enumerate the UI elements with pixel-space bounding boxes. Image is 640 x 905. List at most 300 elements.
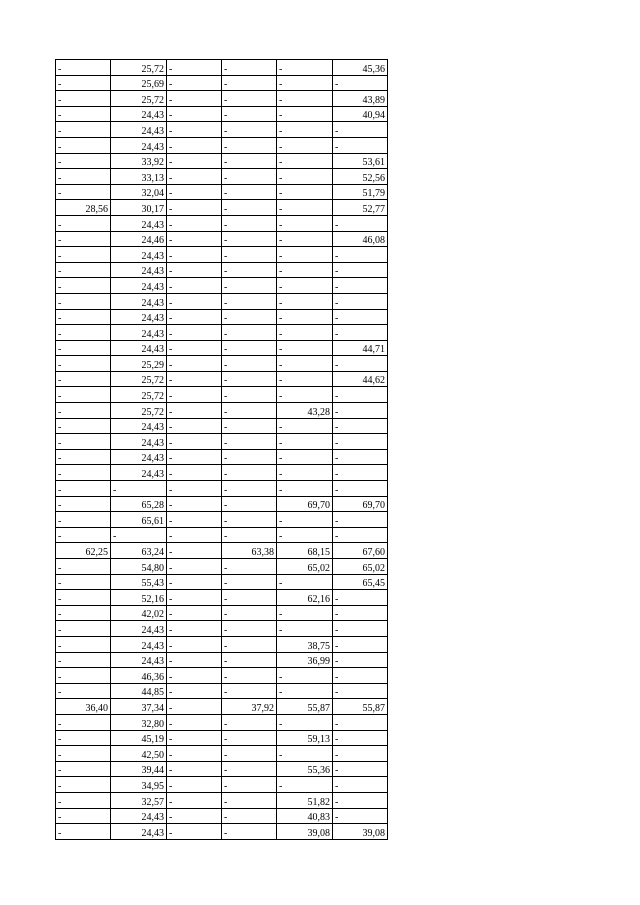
table-cell-col-2: 34,95 [111,777,167,793]
data-table [55,59,388,840]
table-cell-col-5: 59,13 [277,730,333,746]
table-row [56,215,388,231]
table-cell-col-6: 55,87 [333,699,388,715]
table-cell-col-4: - [222,824,277,840]
table-cell-col-5: - [277,574,333,590]
table-cell-col-5: - [277,200,333,216]
table-cell-col-1: - [56,75,111,91]
table-cell-col-4: - [222,122,277,138]
table-cell-col-3: - [167,590,222,606]
table-cell-col-3: - [167,91,222,107]
table-cell-col-2: 24,43 [111,293,167,309]
table-cell-col-4: - [222,559,277,575]
table-cell-col-1: - [56,730,111,746]
table-cell-col-6: - [333,636,388,652]
table-cell-col-3: - [167,371,222,387]
table-cell-col-5: 62,16 [277,590,333,606]
table-cell-col-6: 51,79 [333,184,388,200]
table-cell-col-5: 55,87 [277,699,333,715]
table-cell-col-1: - [56,636,111,652]
table-cell-col-1: - [56,91,111,107]
table-cell-col-4: - [222,278,277,294]
table-row [56,418,388,434]
table-cell-col-1: - [56,60,111,76]
table-cell-col-1: - [56,761,111,777]
table-cell-col-4: - [222,683,277,699]
table-cell-col-1: - [56,278,111,294]
table-cell-col-1: - [56,340,111,356]
table-row [56,621,388,637]
table-cell-col-4: - [222,91,277,107]
table-cell-col-6: - [333,75,388,91]
table-cell-col-5: - [277,714,333,730]
table-row [56,730,388,746]
table-cell-col-4: - [222,262,277,278]
table-cell-col-6: 67,60 [333,543,388,559]
table-row [56,605,388,621]
table-cell-col-4: - [222,231,277,247]
table-cell-col-3: - [167,356,222,372]
table-cell-col-1: - [56,293,111,309]
table-cell-col-2: 24,43 [111,278,167,294]
table-cell-col-4: - [222,356,277,372]
table-row [56,652,388,668]
table-row [56,808,388,824]
table-row [56,746,388,762]
table-cell-col-3: - [167,106,222,122]
table-row [56,231,388,247]
table-row [56,75,388,91]
table-row [56,262,388,278]
table-cell-col-4: 63,38 [222,543,277,559]
table-cell-col-6: - [333,746,388,762]
table-cell-col-3: - [167,574,222,590]
table-cell-col-5: - [277,465,333,481]
table-cell-col-6: - [333,122,388,138]
table-cell-col-4: - [222,340,277,356]
table-cell-col-5: - [277,231,333,247]
table-cell-col-4: - [222,434,277,450]
table-row [56,293,388,309]
table-cell-col-2: 25,29 [111,356,167,372]
table-cell-col-3: - [167,621,222,637]
table-cell-col-3: - [167,309,222,325]
table-cell-col-6: - [333,403,388,419]
table-cell-col-2: 65,28 [111,496,167,512]
table-cell-col-6: - [333,527,388,543]
table-cell-col-2: 33,13 [111,169,167,185]
table-cell-col-3: - [167,699,222,715]
table-cell-col-6: - [333,481,388,497]
table-row [56,200,388,216]
table-cell-col-6: - [333,449,388,465]
table-row [56,761,388,777]
table-cell-col-6: 43,89 [333,91,388,107]
table-cell-col-6: - [333,356,388,372]
table-row [56,340,388,356]
table-cell-col-5: - [277,605,333,621]
table-cell-col-4: - [222,652,277,668]
table-cell-col-5: - [277,122,333,138]
table-cell-col-3: - [167,808,222,824]
table-cell-col-4: - [222,418,277,434]
table-body [56,60,388,840]
table-cell-col-3: - [167,200,222,216]
table-cell-col-5: - [277,153,333,169]
table-cell-col-2: - [111,527,167,543]
table-cell-col-6: - [333,262,388,278]
table-cell-col-3: - [167,60,222,76]
table-cell-col-3: - [167,730,222,746]
table-cell-col-5: - [277,137,333,153]
table-cell-col-5: - [277,75,333,91]
table-row [56,356,388,372]
table-cell-col-1: - [56,215,111,231]
table-cell-col-6: 45,36 [333,60,388,76]
table-cell-col-4: - [222,247,277,263]
table-cell-col-4: - [222,730,277,746]
table-cell-col-6: - [333,387,388,403]
table-cell-col-3: - [167,527,222,543]
table-cell-col-1: - [56,496,111,512]
table-cell-col-4: - [222,605,277,621]
table-row [56,824,388,840]
table-cell-col-5: - [277,683,333,699]
table-row [56,590,388,606]
table-cell-col-5: 68,15 [277,543,333,559]
table-cell-col-3: - [167,278,222,294]
table-cell-col-6: - [333,605,388,621]
table-cell-col-5: - [277,746,333,762]
table-row [56,184,388,200]
table-cell-col-2: 24,43 [111,636,167,652]
table-cell-col-1: - [56,309,111,325]
table-row [56,137,388,153]
table-cell-col-4: - [222,75,277,91]
table-cell-col-5: - [277,340,333,356]
table-row [56,777,388,793]
table-cell-col-5: - [277,247,333,263]
table-cell-col-6: - [333,325,388,341]
table-cell-col-6: - [333,730,388,746]
table-cell-col-1: - [56,153,111,169]
table-cell-col-5: - [277,293,333,309]
table-row [56,247,388,263]
table-cell-col-1: - [56,169,111,185]
table-cell-col-2: 24,43 [111,325,167,341]
table-cell-col-6: - [333,621,388,637]
table-row [56,169,388,185]
table-cell-col-1: - [56,777,111,793]
table-cell-col-3: - [167,496,222,512]
table-cell-col-3: - [167,153,222,169]
table-cell-col-3: - [167,792,222,808]
table-cell-col-6: - [333,293,388,309]
table-cell-col-1: - [56,683,111,699]
table-cell-col-2: 25,72 [111,60,167,76]
table-cell-col-6: - [333,215,388,231]
table-cell-col-3: - [167,434,222,450]
table-cell-col-3: - [167,449,222,465]
table-cell-col-2: 24,43 [111,215,167,231]
table-cell-col-3: - [167,668,222,684]
table-cell-col-6: 46,08 [333,231,388,247]
table-cell-col-6: - [333,247,388,263]
table-row [56,403,388,419]
table-cell-col-2: 24,43 [111,262,167,278]
table-cell-col-3: - [167,543,222,559]
table-cell-col-5: - [277,278,333,294]
table-cell-col-3: - [167,714,222,730]
table-cell-col-6: - [333,683,388,699]
table-cell-col-5: 65,02 [277,559,333,575]
table-cell-col-5: - [277,60,333,76]
table-cell-col-2: 24,43 [111,434,167,450]
table-cell-col-3: - [167,418,222,434]
table-cell-col-3: - [167,777,222,793]
table-cell-col-3: - [167,75,222,91]
table-cell-col-2: 24,43 [111,449,167,465]
table-cell-col-1: - [56,668,111,684]
table-cell-col-5: - [277,527,333,543]
table-cell-col-1: - [56,590,111,606]
table-cell-col-2: 42,02 [111,605,167,621]
table-cell-col-5: - [277,371,333,387]
table-cell-col-1: - [56,559,111,575]
table-cell-col-5: - [277,169,333,185]
table-row [56,574,388,590]
table-cell-col-5: 39,08 [277,824,333,840]
table-cell-col-5: - [277,387,333,403]
table-cell-col-4: - [222,590,277,606]
table-cell-col-2: 46,36 [111,668,167,684]
table-cell-col-1: - [56,325,111,341]
table-cell-col-2: 24,43 [111,621,167,637]
table-row [56,449,388,465]
table-cell-col-5: - [277,512,333,528]
table-cell-col-2: 65,61 [111,512,167,528]
table-cell-col-2: 33,92 [111,153,167,169]
table-row [56,122,388,138]
table-cell-col-4: - [222,761,277,777]
table-cell-col-3: - [167,761,222,777]
table-cell-col-5: - [277,418,333,434]
table-cell-col-3: - [167,340,222,356]
table-cell-col-6: 65,45 [333,574,388,590]
table-cell-col-3: - [167,325,222,341]
table-cell-col-1: - [56,449,111,465]
table-cell-col-4: - [222,746,277,762]
table-cell-col-1: - [56,714,111,730]
table-cell-col-4: - [222,60,277,76]
table-cell-col-6: - [333,808,388,824]
table-row [56,91,388,107]
table-cell-col-1: - [56,434,111,450]
table-cell-col-2: 32,80 [111,714,167,730]
table-cell-col-4: - [222,200,277,216]
table-cell-col-6: 52,56 [333,169,388,185]
table-cell-col-1: - [56,527,111,543]
table-cell-col-4: - [222,449,277,465]
table-cell-col-2: 24,43 [111,418,167,434]
table-cell-col-5: 69,70 [277,496,333,512]
table-row [56,153,388,169]
table-cell-col-5: - [277,309,333,325]
table-cell-col-3: - [167,746,222,762]
table-cell-col-5: - [277,262,333,278]
table-cell-col-1: - [56,481,111,497]
table-cell-col-4: - [222,371,277,387]
table-cell-col-2: 24,43 [111,652,167,668]
table-cell-col-6: - [333,465,388,481]
table-cell-col-3: - [167,403,222,419]
table-row [56,683,388,699]
table-cell-col-6: - [333,512,388,528]
table-cell-col-1: - [56,465,111,481]
table-cell-col-4: - [222,668,277,684]
table-cell-col-2: 52,16 [111,590,167,606]
table-row [56,543,388,559]
table-cell-col-5: - [277,356,333,372]
table-cell-col-4: - [222,215,277,231]
table-cell-col-5: - [277,449,333,465]
table-cell-col-3: - [167,652,222,668]
table-cell-col-5: 51,82 [277,792,333,808]
table-cell-col-4: - [222,403,277,419]
table-cell-col-4: - [222,465,277,481]
table-row [56,325,388,341]
table-cell-col-5: 43,28 [277,403,333,419]
table-cell-col-2: 63,24 [111,543,167,559]
table-cell-col-3: - [167,169,222,185]
table-cell-col-4: - [222,153,277,169]
table-cell-col-1: - [56,792,111,808]
table-cell-col-6: 53,61 [333,153,388,169]
table-cell-col-4: - [222,512,277,528]
table-row [56,496,388,512]
table-cell-col-2: 24,46 [111,231,167,247]
table-cell-col-3: - [167,215,222,231]
table-row [56,434,388,450]
table-cell-col-2: 24,43 [111,808,167,824]
table-cell-col-6: - [333,434,388,450]
table-row [56,481,388,497]
table-cell-col-1: - [56,574,111,590]
table-cell-col-1: 62,25 [56,543,111,559]
table-cell-col-1: - [56,605,111,621]
table-cell-col-5: - [277,325,333,341]
table-cell-col-4: - [222,184,277,200]
table-cell-col-1: 36,40 [56,699,111,715]
table-cell-col-2: 42,50 [111,746,167,762]
table-row [56,559,388,575]
table-row [56,668,388,684]
table-cell-col-6: - [333,714,388,730]
table-cell-col-1: - [56,247,111,263]
table-cell-col-2: 45,19 [111,730,167,746]
table-cell-col-6: - [333,137,388,153]
table-cell-col-3: - [167,465,222,481]
table-cell-col-3: - [167,683,222,699]
table-row [56,465,388,481]
table-cell-col-6: - [333,418,388,434]
table-row [56,278,388,294]
table-cell-col-4: - [222,309,277,325]
table-cell-col-6: - [333,761,388,777]
table-cell-col-4: - [222,496,277,512]
table-cell-col-1: - [56,387,111,403]
table-cell-col-4: - [222,714,277,730]
table-cell-col-6: - [333,652,388,668]
table-cell-col-5: - [277,481,333,497]
table-cell-col-4: - [222,621,277,637]
table-cell-col-3: - [167,231,222,247]
table-cell-col-3: - [167,512,222,528]
table-cell-col-1: - [56,356,111,372]
table-cell-col-4: - [222,481,277,497]
table-cell-col-2: 44,85 [111,683,167,699]
table-cell-col-2: 32,04 [111,184,167,200]
table-cell-col-6: 44,71 [333,340,388,356]
table-cell-col-2: 39,44 [111,761,167,777]
table-row [56,371,388,387]
table-cell-col-4: - [222,169,277,185]
table-cell-col-3: - [167,137,222,153]
table-cell-col-4: - [222,387,277,403]
table-cell-col-3: - [167,387,222,403]
table-cell-col-5: 38,75 [277,636,333,652]
table-cell-col-4: - [222,792,277,808]
table-cell-col-5: - [277,777,333,793]
table-cell-col-1: - [56,621,111,637]
table-cell-col-4: - [222,325,277,341]
table-cell-col-1: - [56,418,111,434]
table-row [56,792,388,808]
table-cell-col-5: - [277,184,333,200]
table-cell-col-1: - [56,184,111,200]
table-cell-col-3: - [167,481,222,497]
table-cell-col-3: - [167,636,222,652]
table-cell-col-6: - [333,278,388,294]
table-cell-col-4: - [222,574,277,590]
table-row [56,512,388,528]
table-cell-col-6: 52,77 [333,200,388,216]
table-cell-col-1: - [56,262,111,278]
table-cell-col-1: - [56,371,111,387]
table-cell-col-1: - [56,231,111,247]
table-cell-col-5: - [277,215,333,231]
table-cell-col-1: - [56,137,111,153]
table-cell-col-2: 32,57 [111,792,167,808]
table-cell-col-3: - [167,824,222,840]
table-cell-col-2: 37,34 [111,699,167,715]
table-cell-col-3: - [167,605,222,621]
table-cell-col-2: 24,43 [111,106,167,122]
table-cell-col-6: 40,94 [333,106,388,122]
table-cell-col-2: 24,43 [111,340,167,356]
table-cell-col-2: 25,72 [111,403,167,419]
table-cell-col-4: - [222,137,277,153]
table-cell-col-3: - [167,293,222,309]
table-cell-col-5: - [277,434,333,450]
table-cell-col-6: - [333,792,388,808]
table-row [56,309,388,325]
table-row [56,106,388,122]
table-cell-col-2: 24,43 [111,247,167,263]
table-cell-col-4: - [222,527,277,543]
table-cell-col-3: - [167,122,222,138]
table-cell-col-5: 36,99 [277,652,333,668]
